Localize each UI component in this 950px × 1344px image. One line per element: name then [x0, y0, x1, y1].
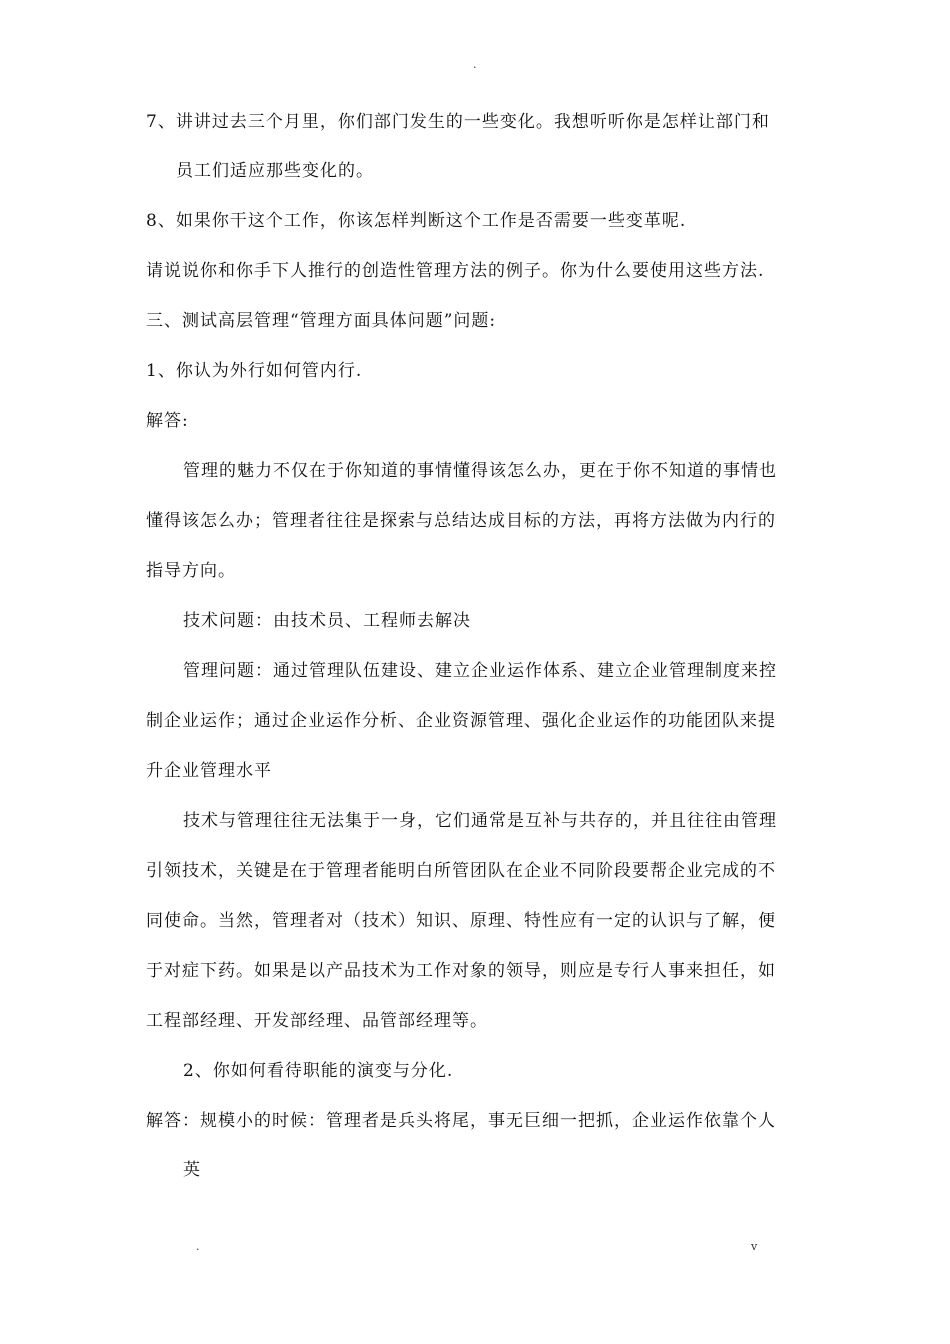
q7-line-1: 7、讲讲过去三个月里，你们部门发生的一些变化。我想听听你是怎样让部门和 — [146, 112, 770, 132]
answer-2-line-1: 解答：规模小的时候：管理者是兵头将尾，事无巨细一把抓，企业运作依靠个人 — [146, 1111, 776, 1131]
answer-1-para-1-line-2: 懂得该怎么办；管理者往往是探索与总结达成目标的方法，再将方法做为内行的 — [146, 511, 776, 531]
tech-management-line-3: 同使命。当然，管理者对（技术）知识、原理、特性应有一定的认识与了解，便 — [146, 911, 776, 931]
section-heading: 三、测试高层管理“管理方面具体问题”问题: — [146, 311, 497, 331]
tech-management-line-5: 工程部经理、开发部经理、品管部经理等。 — [146, 1011, 488, 1031]
q7-line-2: 员工们适应那些变化的。 — [176, 161, 374, 181]
q8-line: 8、如果你干这个工作，你该怎样判断这个工作是否需要一些变革呢. — [146, 211, 687, 231]
management-issue-line-3: 升企业管理水平 — [146, 761, 272, 781]
question-1: 1、你认为外行如何管内行. — [146, 361, 363, 381]
management-issue-line-1: 管理问题：通过管理队伍建设、建立企业运作体系、建立企业管理制度来控 — [183, 661, 777, 681]
tech-issue-line: 技术问题：由技术员、工程师去解决 — [183, 611, 471, 631]
footer-right-mark: v — [751, 1240, 758, 1253]
methods-question-line: 请说说你和你手下人推行的创造性管理方法的例子。你为什么要使用这些方法. — [146, 261, 765, 281]
answer-1-para-1-line-1: 管理的魅力不仅在于你知道的事情懂得该怎么办，更在于你不知道的事情也 — [183, 461, 777, 481]
management-issue-line-2: 制企业运作；通过企业运作分析、企业资源管理、强化企业运作的功能团队来提 — [146, 711, 776, 731]
footer-left-dot: . — [196, 1240, 200, 1253]
question-2: 2、你如何看待职能的演变与分化. — [183, 1061, 454, 1081]
header-dot: . — [473, 58, 477, 71]
answer-1-para-1-line-3: 指导方向。 — [146, 561, 236, 581]
answer-2-line-2: 英 — [183, 1160, 201, 1180]
tech-management-line-1: 技术与管理往往无法集于一身，它们通常是互补与共存的，并且往往由管理 — [183, 811, 777, 831]
answer-label-1: 解答: — [146, 411, 189, 431]
tech-management-line-2: 引领技术，关键是在于管理者能明白所管团队在企业不同阶段要帮企业完成的不 — [146, 861, 776, 881]
tech-management-line-4: 于对症下药。如果是以产品技术为工作对象的领导，则应是专行人事来担任，如 — [146, 961, 776, 981]
